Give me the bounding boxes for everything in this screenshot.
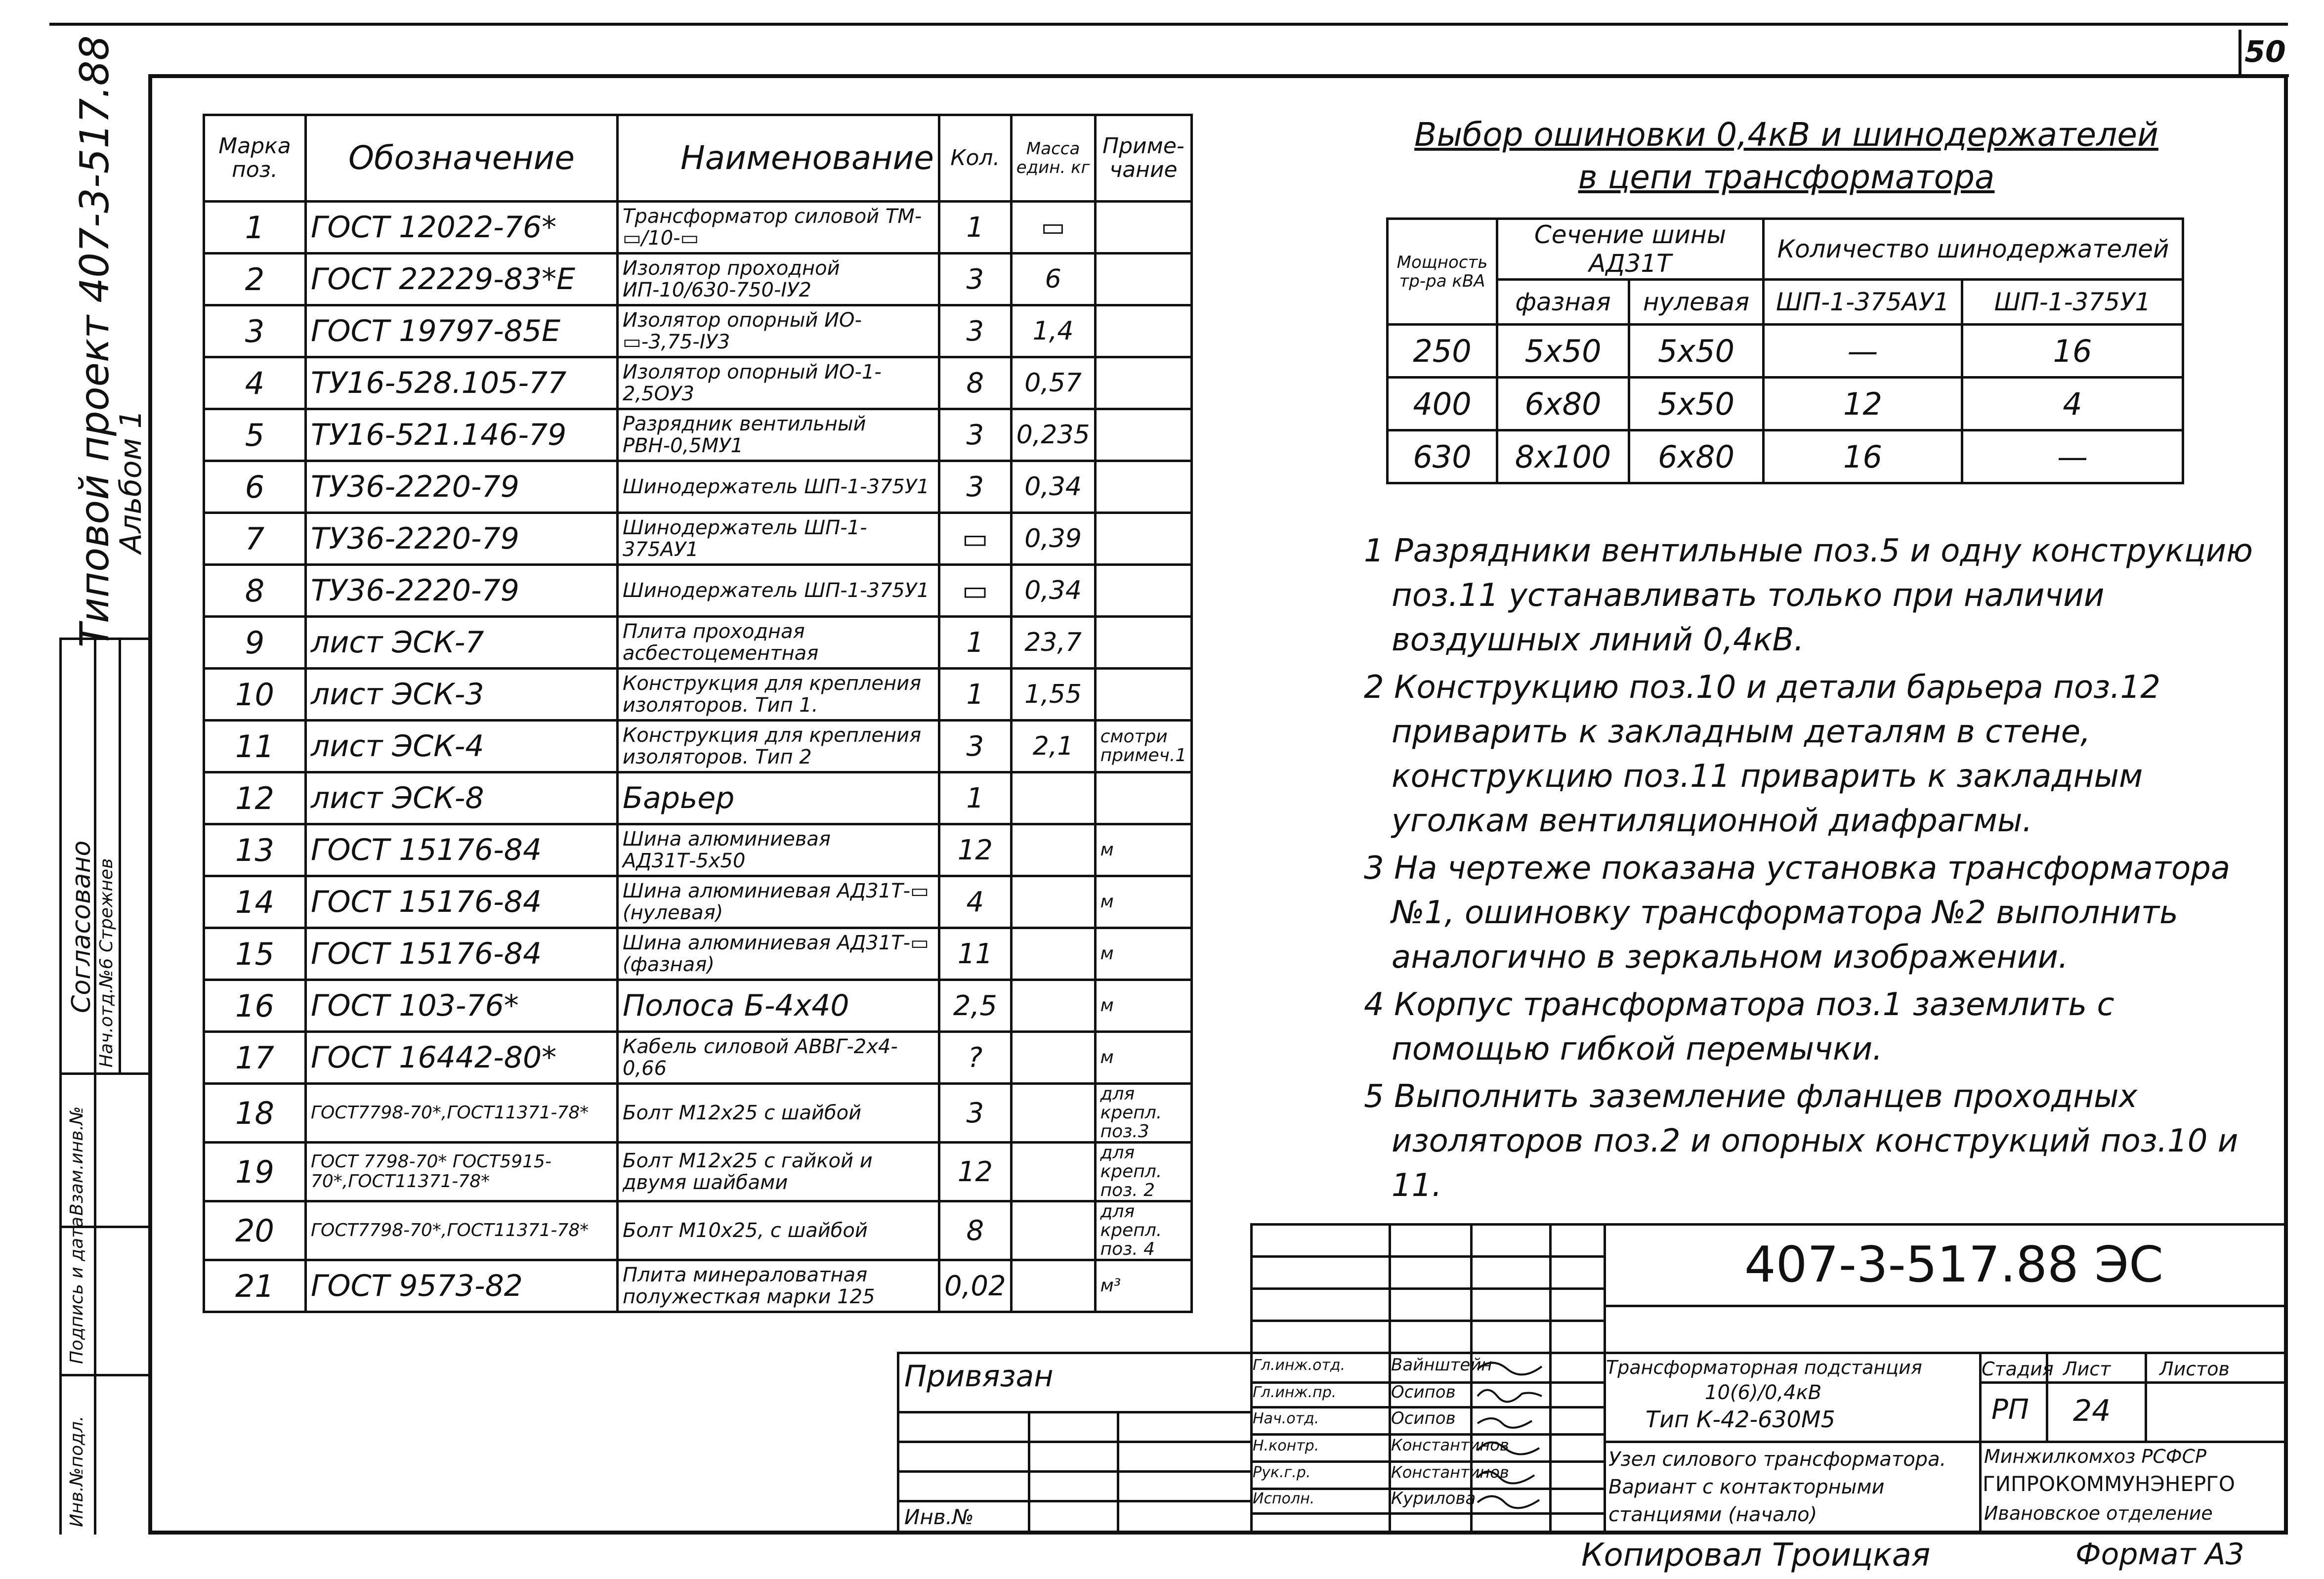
spec-cell-qty: 12	[939, 824, 1012, 876]
spec-cell-designation: ТУ16-521.146-79	[306, 409, 618, 461]
spec-row	[204, 824, 1192, 876]
name-4: Константинов	[1391, 1436, 1509, 1454]
spec-cell-name: Шина алюминиевая АД31Т-▭ (фазная)	[618, 928, 939, 980]
spec-cell-note	[1095, 669, 1192, 721]
busbar-cell-zero: 5х50	[1629, 378, 1764, 430]
spec-cell-pos: 11	[204, 721, 306, 772]
sheet-value: 24	[2073, 1394, 2111, 1428]
busbar-cell-a: 16	[1764, 430, 1962, 483]
spec-cell-mass: ▭	[1011, 202, 1095, 254]
spec-cell-note: смотри примеч.1	[1095, 721, 1192, 772]
spec-cell-designation: лист ЭСК-7	[306, 617, 618, 669]
spec-cell-qty: 3	[939, 409, 1012, 461]
busbar-col-count: Количество шинодержателей	[1764, 219, 2183, 280]
spec-cell-designation: лист ЭСК-8	[306, 772, 618, 824]
note-3: 3 На чертеже показана установка трансформатора №1, ошиновку трансформатора №2 выполнить аналогично в зеркальном изображении.	[1364, 850, 2231, 976]
spec-cell-pos: 2	[204, 254, 306, 305]
spec-cell-designation: ТУ36-2220-79	[306, 565, 618, 617]
object-line1: Трансформаторная подстанция	[1606, 1357, 1922, 1378]
spec-cell-note: для крепл. поз. 2	[1095, 1143, 1192, 1201]
spec-cell-qty: 3	[939, 461, 1012, 513]
spec-row	[204, 409, 1192, 461]
spec-cell-name: Болт М12х25 с гайкой и двумя шайбами	[618, 1143, 939, 1201]
spec-row	[204, 305, 1192, 357]
spec-cell-mass	[1011, 1143, 1095, 1201]
spec-cell-pos: 15	[204, 928, 306, 980]
spec-row	[204, 1032, 1192, 1084]
spec-cell-designation: ГОСТ 15176-84	[306, 876, 618, 928]
spec-cell-name: Болт М10х25, с шайбой	[618, 1201, 939, 1260]
spec-cell-qty: 1	[939, 772, 1012, 824]
spec-cell-qty: 4	[939, 876, 1012, 928]
inv-label: Инв.№	[904, 1505, 974, 1529]
spec-cell-name: Конструкция для крепления изоляторов. Тип 1.	[618, 669, 939, 721]
spec-cell-designation: ГОСТ 7798-70* ГОСТ5915-70*,ГОСТ11371-78*	[306, 1143, 618, 1201]
spec-cell-qty: 2,5	[939, 980, 1012, 1032]
spec-cell-note: м	[1095, 824, 1192, 876]
spec-body	[204, 202, 1192, 1312]
doc-code: 407-3-517.88 ЭС	[1744, 1236, 2163, 1293]
spec-cell-designation: ГОСТ 103-76*	[306, 980, 618, 1032]
busbar-col-zero: нулевая	[1629, 280, 1764, 325]
spec-row	[204, 357, 1192, 409]
side-inv-repl-label: Взам.инв.№	[67, 1106, 87, 1216]
spec-cell-designation: ТУ36-2220-79	[306, 461, 618, 513]
spec-cell-name: Болт М12х25 с шайбой	[618, 1084, 939, 1143]
spec-cell-note	[1095, 461, 1192, 513]
spec-cell-name: Шина алюминиевая АД31Т-▭ (нулевая)	[618, 876, 939, 928]
busbar-title-line2: в цепи трансформатора	[1578, 158, 1995, 196]
spec-cell-qty: 1	[939, 617, 1012, 669]
spec-cell-name: Кабель силовой АВВГ-2х4-0,66	[618, 1032, 939, 1084]
spec-cell-qty: ▭	[939, 565, 1012, 617]
role-3: Нач.отд.	[1253, 1410, 1319, 1427]
header-mass: Масса един. кг	[1011, 115, 1095, 202]
spec-cell-pos: 14	[204, 876, 306, 928]
busbar-title	[1398, 114, 2174, 199]
spec-cell-note	[1095, 409, 1192, 461]
spec-cell-name: Изолятор проходной ИП-10/630-750-IУ2	[618, 254, 939, 305]
spec-cell-qty: 3	[939, 305, 1012, 357]
spec-cell-pos: 1	[204, 202, 306, 254]
spec-row	[204, 1201, 1192, 1260]
spec-cell-designation: ГОСТ 19797-85Е	[306, 305, 618, 357]
spec-cell-mass: 0,57	[1011, 357, 1095, 409]
spec-cell-designation: лист ЭСК-4	[306, 721, 618, 772]
spec-cell-note: для крепл. поз. 4	[1095, 1201, 1192, 1260]
busbar-row	[1388, 378, 2183, 430]
spec-header-row	[204, 115, 1192, 202]
spec-cell-mass: 2,1	[1011, 721, 1095, 772]
spec-cell-mass	[1011, 876, 1095, 928]
spec-cell-note	[1095, 617, 1192, 669]
spec-cell-mass: 23,7	[1011, 617, 1095, 669]
spec-cell-designation: ГОСТ 16442-80*	[306, 1032, 618, 1084]
header-designation: Обозначение	[306, 115, 618, 202]
spec-cell-note	[1095, 357, 1192, 409]
top-border-line	[49, 23, 2288, 26]
spec-cell-qty: 1	[939, 202, 1012, 254]
busbar-body	[1388, 325, 2183, 483]
spec-cell-pos: 7	[204, 513, 306, 565]
sheet-title: Узел силового трансформатора. Вариант с контакторными станциями (начало)	[1608, 1448, 1946, 1526]
object-line2: 10(6)/0,4кВ	[1705, 1381, 1822, 1404]
note-1: 1 Разрядники вентильные поз.5 и одну конструкцию поз.11 устанавливать только при наличии воздушных линий 0,4кВ.	[1364, 533, 2253, 658]
spec-cell-mass: 0,39	[1011, 513, 1095, 565]
spec-cell-pos: 20	[204, 1201, 306, 1260]
org-line3: Ивановское отделение	[1984, 1502, 2213, 1524]
spec-cell-note	[1095, 305, 1192, 357]
spec-row	[204, 461, 1192, 513]
header-qty: Кол.	[939, 115, 1012, 202]
busbar-col-b: ШП-1-375У1	[1962, 280, 2183, 325]
spec-row	[204, 202, 1192, 254]
spec-cell-qty: 11	[939, 928, 1012, 980]
busbar-cell-phase: 6х80	[1497, 378, 1629, 430]
busbar-cell-a: —	[1764, 325, 1962, 378]
spec-cell-note	[1095, 513, 1192, 565]
spec-row	[204, 928, 1192, 980]
busbar-row	[1388, 325, 2183, 378]
busbar-cell-zero: 5х50	[1629, 325, 1764, 378]
side-agreed-label: Согласовано	[67, 840, 96, 1013]
spec-cell-name: Изолятор опорный ИО-▭-3,75-IУ3	[618, 305, 939, 357]
org-line2: ГИПРОКОММУНЭНЕРГО	[1983, 1472, 2235, 1496]
spec-cell-designation: ГОСТ7798-70*,ГОСТ11371-78*	[306, 1084, 618, 1143]
spec-cell-pos: 5	[204, 409, 306, 461]
spec-cell-mass	[1011, 1084, 1095, 1143]
name-3: Осипов	[1391, 1408, 1456, 1428]
busbar-cell-b: 4	[1962, 378, 2183, 430]
busbar-header-row-1	[1388, 219, 2183, 280]
spec-cell-qty: 8	[939, 357, 1012, 409]
spec-cell-mass: 1,4	[1011, 305, 1095, 357]
busbar-cell-b: —	[1962, 430, 2183, 483]
busbar-cell-phase: 5х50	[1497, 325, 1629, 378]
role-4: Н.контр.	[1253, 1437, 1319, 1454]
spec-cell-pos: 21	[204, 1260, 306, 1312]
spec-cell-mass: 0,34	[1011, 461, 1095, 513]
spec-row	[204, 565, 1192, 617]
sheets-label: Листов	[2159, 1358, 2230, 1380]
spec-cell-mass: 1,55	[1011, 669, 1095, 721]
busbar-col-section: Сечение шины АД31Т	[1497, 219, 1764, 280]
spec-cell-pos: 4	[204, 357, 306, 409]
sheet-label: Лист	[2063, 1358, 2111, 1380]
spec-cell-note: м	[1095, 1032, 1192, 1084]
spec-cell-name: Плита минераловатная полужесткая марки 125	[618, 1260, 939, 1312]
spec-cell-pos: 13	[204, 824, 306, 876]
busbar-cell-phase: 8х100	[1497, 430, 1629, 483]
stage-label: Стадия	[1982, 1358, 2054, 1380]
spec-cell-designation: ТУ16-528.105-77	[306, 357, 618, 409]
name-5: Константинов	[1391, 1463, 1509, 1482]
role-5: Рук.г.р.	[1253, 1464, 1311, 1481]
spec-cell-name: Конструкция для крепления изоляторов. Тип 2	[618, 721, 939, 772]
spec-cell-mass	[1011, 1201, 1095, 1260]
spec-cell-note: м	[1095, 980, 1192, 1032]
busbar-header-row-2	[1388, 280, 2183, 325]
spec-row	[204, 669, 1192, 721]
spec-cell-pos: 19	[204, 1143, 306, 1201]
name-6: Курилова	[1391, 1489, 1476, 1508]
spec-cell-name: Шинодержатель ШП-1-375АУ1	[618, 513, 939, 565]
spec-row	[204, 1260, 1192, 1312]
spec-cell-mass: 6	[1011, 254, 1095, 305]
header-pos: Марка поз.	[204, 115, 306, 202]
spec-cell-pos: 3	[204, 305, 306, 357]
spec-cell-name: Шина алюминиевая АД31Т-5х50	[618, 824, 939, 876]
spec-cell-designation: ГОСТ7798-70*,ГОСТ11371-78*	[306, 1201, 618, 1260]
spec-row	[204, 1143, 1192, 1201]
spec-cell-name: Трансформатор силовой ТМ-▭/10-▭	[618, 202, 939, 254]
busbar-cell-power: 630	[1388, 430, 1497, 483]
spec-cell-qty: ?	[939, 1032, 1012, 1084]
role-1: Гл.инж.отд.	[1253, 1357, 1346, 1374]
spec-cell-designation: лист ЭСК-3	[306, 669, 618, 721]
spec-cell-note	[1095, 565, 1192, 617]
spec-row	[204, 617, 1192, 669]
busbar-col-phase: фазная	[1497, 280, 1629, 325]
spec-cell-qty: 3	[939, 254, 1012, 305]
spec-cell-name: Изолятор опорный ИО-1-2,5ОУ3	[618, 357, 939, 409]
spec-cell-mass	[1011, 824, 1095, 876]
spec-row	[204, 772, 1192, 824]
side-album-label: Альбом 1	[114, 410, 148, 554]
spec-cell-name: Полоса Б-4х40	[618, 980, 939, 1032]
copied-by: Копировал Троицкая	[1581, 1537, 1931, 1574]
spec-cell-note: для крепл. поз.3	[1095, 1084, 1192, 1143]
note-5: 5 Выполнить заземление фланцев проходных изоляторов поз.2 и опорных конструкций поз.10 и 11.	[1364, 1078, 2239, 1204]
spec-cell-pos: 18	[204, 1084, 306, 1143]
spec-cell-qty: 3	[939, 721, 1012, 772]
sheet-number: 50	[2239, 30, 2289, 77]
side-sign-date-label: Подпись и дата	[67, 1216, 87, 1364]
spec-row	[204, 254, 1192, 305]
spec-cell-mass	[1011, 928, 1095, 980]
busbar-col-a: ШП-1-375АУ1	[1764, 280, 1962, 325]
spec-row	[204, 980, 1192, 1032]
spec-cell-note: м	[1095, 928, 1192, 980]
spec-cell-name: Барьер	[618, 772, 939, 824]
spec-cell-designation: ГОСТ 12022-76*	[306, 202, 618, 254]
spec-row	[204, 876, 1192, 928]
spec-cell-pos: 6	[204, 461, 306, 513]
spec-cell-note: м³	[1095, 1260, 1192, 1312]
spec-cell-mass	[1011, 1032, 1095, 1084]
header-note: Приме-чание	[1095, 115, 1192, 202]
spec-cell-pos: 10	[204, 669, 306, 721]
object-line3: Тип К-42-630М5	[1646, 1406, 1835, 1433]
spec-cell-pos: 9	[204, 617, 306, 669]
spec-cell-designation: ГОСТ 9573-82	[306, 1260, 618, 1312]
header-name: Наименование	[618, 115, 939, 202]
bound-label: Привязан	[904, 1359, 1054, 1394]
spec-cell-qty: ▭	[939, 513, 1012, 565]
spec-row	[204, 513, 1192, 565]
spec-cell-note	[1095, 202, 1192, 254]
busbar-col-power: Мощность тр-ра кВА	[1388, 219, 1497, 325]
spec-cell-note	[1095, 254, 1192, 305]
note-4: 4 Корпус трансформатора поз.1 заземлить с помощью гибкой перемычки.	[1364, 986, 2114, 1067]
spec-row	[204, 1084, 1192, 1143]
spec-cell-name: Шинодержатель ШП-1-375У1	[618, 565, 939, 617]
spec-cell-mass: 0,34	[1011, 565, 1095, 617]
role-6: Исполн.	[1253, 1490, 1315, 1507]
spec-cell-designation: ГОСТ 15176-84	[306, 824, 618, 876]
name-1: Вайнштейн	[1391, 1355, 1492, 1375]
note-2: 2 Конструкцию поз.10 и детали барьера поз.12 приварить к закладным деталям в стене, конструкцию поз.11 приварить к закладным уголкам вентиляционной диафрагмы.	[1364, 669, 2160, 839]
spec-cell-qty: 3	[939, 1084, 1012, 1143]
spec-cell-mass: 0,235	[1011, 409, 1095, 461]
notes	[1364, 529, 2253, 1211]
spec-cell-designation: ГОСТ 15176-84	[306, 928, 618, 980]
spec-cell-note: м	[1095, 876, 1192, 928]
spec-cell-pos: 17	[204, 1032, 306, 1084]
busbar-cell-a: 12	[1764, 378, 1962, 430]
spec-cell-qty: 12	[939, 1143, 1012, 1201]
specification-table	[203, 114, 1193, 1313]
spec-cell-note	[1095, 772, 1192, 824]
spec-row	[204, 721, 1192, 772]
spec-cell-qty: 1	[939, 669, 1012, 721]
spec-cell-name: Разрядник вентильный РВН-0,5МУ1	[618, 409, 939, 461]
busbar-cell-power: 250	[1388, 325, 1497, 378]
org-line1: Минжилкомхоз РСФСР	[1984, 1446, 2207, 1467]
spec-cell-mass	[1011, 772, 1095, 824]
busbar-cell-zero: 6х80	[1629, 430, 1764, 483]
busbar-table	[1386, 217, 2184, 484]
spec-cell-pos: 12	[204, 772, 306, 824]
spec-cell-qty: 0,02	[939, 1260, 1012, 1312]
spec-cell-designation: ТУ36-2220-79	[306, 513, 618, 565]
spec-cell-name: Шинодержатель ШП-1-375У1	[618, 461, 939, 513]
side-head-dept-label: Нач.отд.№6 Стрежнев	[96, 858, 117, 1067]
spec-cell-pos: 16	[204, 980, 306, 1032]
spec-cell-qty: 8	[939, 1201, 1012, 1260]
side-project-label: Типовой проект 407-3-517.88	[72, 35, 118, 647]
busbar-cell-power: 400	[1388, 378, 1497, 430]
spec-cell-name: Плита проходная асбестоцементная	[618, 617, 939, 669]
paper-format: Формат А3	[2075, 1537, 2244, 1572]
busbar-cell-b: 16	[1962, 325, 2183, 378]
spec-cell-mass	[1011, 980, 1095, 1032]
name-2: Осипов	[1391, 1382, 1456, 1402]
spec-cell-designation: ГОСТ 22229-83*Е	[306, 254, 618, 305]
stage-value: РП	[1991, 1394, 2029, 1426]
role-2: Гл.инж.пр.	[1253, 1384, 1337, 1401]
busbar-title-line1: Выбор ошиновки 0,4кВ и шинодержателей	[1414, 116, 2158, 154]
busbar-row	[1388, 430, 2183, 483]
spec-cell-pos: 8	[204, 565, 306, 617]
side-inv-orig-label: Инв.№подл.	[67, 1415, 87, 1527]
spec-cell-mass	[1011, 1260, 1095, 1312]
